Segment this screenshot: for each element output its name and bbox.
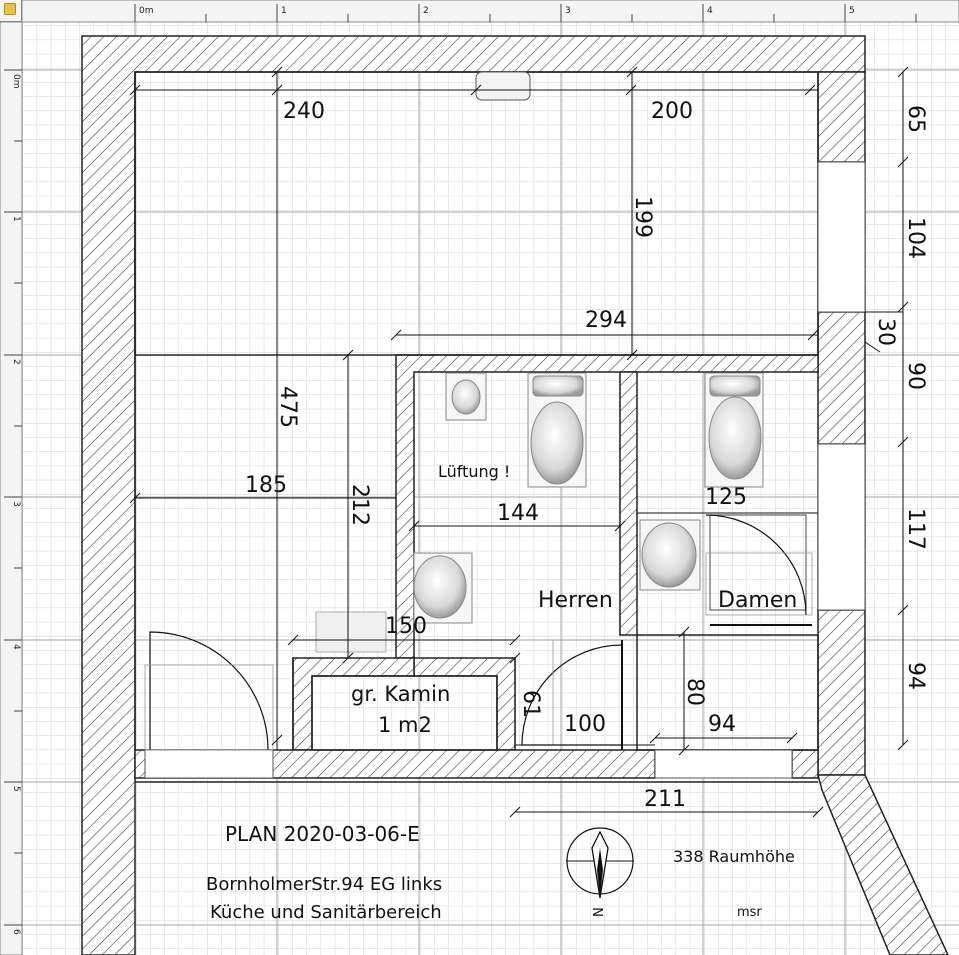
dim-100: 100 (564, 712, 606, 737)
room-herren: Herren (538, 588, 613, 613)
ventilation-note: Lüftung ! (438, 462, 511, 481)
area-description: Küche und Sanitärbereich (210, 902, 442, 923)
address: BornholmerStr.94 EG links (206, 874, 443, 895)
dim-185: 185 (245, 473, 287, 498)
door-sill-right (655, 750, 792, 778)
fireplace-label: gr. Kamin (351, 682, 451, 706)
outer-wall-east-lower (818, 610, 865, 775)
vent-opening (476, 72, 530, 100)
ruler-left-3: 3 (11, 501, 21, 507)
sink-herren (414, 553, 472, 623)
ruler-left-6: 6 (11, 929, 21, 935)
ruler-top-0: 0m (139, 6, 154, 16)
dim-94-inner: 94 (708, 712, 736, 737)
dim-212: 212 (347, 484, 372, 526)
ruler-top-1: 1 (281, 6, 287, 16)
ruler-left-5: 5 (11, 786, 21, 792)
dim-211: 211 (644, 787, 686, 812)
ruler-left-2: 2 (11, 359, 21, 365)
dim-125: 125 (705, 485, 747, 510)
toilet-herren (528, 373, 586, 487)
dim-117: 117 (903, 508, 928, 550)
dim-200: 200 (651, 99, 693, 124)
counter-item[interactable] (316, 612, 386, 652)
dim-61: 61 (518, 690, 543, 718)
ruler-left-4: 4 (11, 644, 21, 650)
ruler-top-4: 4 (707, 6, 713, 16)
small-sink-herren (446, 373, 486, 420)
dim-475: 475 (275, 386, 300, 428)
dim-199: 199 (630, 196, 655, 238)
dim-104: 104 (903, 217, 928, 259)
ruler-top-2: 2 (423, 6, 429, 16)
room-damen: Damen (718, 588, 798, 613)
fireplace-area: 1 m2 (378, 713, 432, 737)
outer-wall-east (818, 72, 865, 162)
dim-65: 65 (903, 105, 928, 133)
dim-144: 144 (497, 501, 539, 526)
dim-294: 294 (585, 308, 627, 333)
sink-damen (640, 520, 700, 590)
ruler-left-1: 1 (11, 216, 21, 222)
left-ruler[interactable] (0, 22, 22, 955)
north-label: N (592, 907, 607, 917)
dim-240: 240 (283, 99, 325, 124)
outer-wall-east-pier (818, 312, 865, 444)
dim-94-right: 94 (903, 662, 928, 690)
window-east-upper (818, 162, 865, 312)
dim-30: 30 (873, 318, 898, 346)
bathroom-divider (620, 372, 637, 635)
plan-id: PLAN 2020-03-06-E (225, 822, 420, 846)
author: msr (737, 905, 762, 920)
ruler-top-5: 5 (849, 6, 855, 16)
window-east-lower (818, 444, 865, 610)
ruler-left-0: 0m (11, 74, 21, 89)
dim-80: 80 (682, 678, 707, 706)
door-sill-left (145, 750, 273, 778)
ruler-top-3: 3 (565, 6, 571, 16)
toilet-damen (705, 373, 763, 487)
dim-150: 150 (385, 614, 427, 639)
top-ruler[interactable] (22, 0, 959, 22)
room-height: 338 Raumhöhe (673, 847, 795, 866)
dim-90: 90 (903, 362, 928, 390)
